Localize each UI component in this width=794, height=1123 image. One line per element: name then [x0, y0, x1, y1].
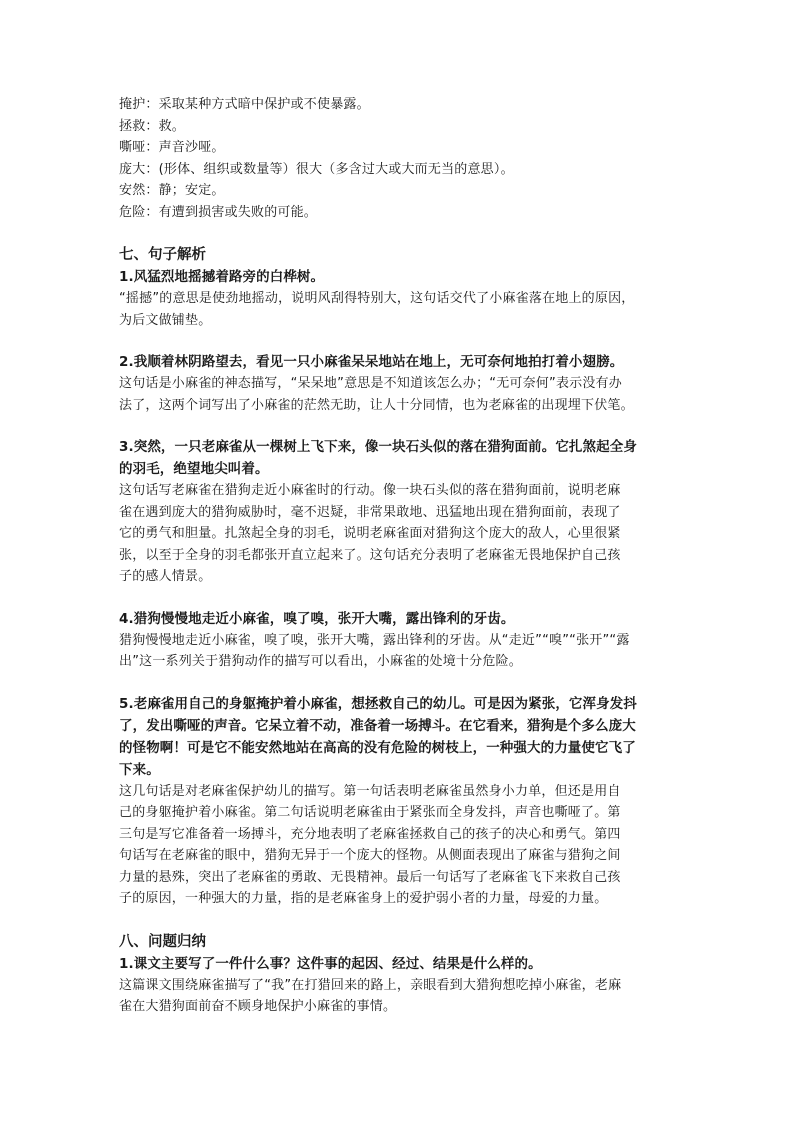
analysis-line: 这句话是小麻雀的神态描写，“呆呆地”意思是不知道该怎么办；“无可奈何”表示没有办	[119, 376, 622, 391]
analysis-line: 己的身躯掩护着小麻雀。第二句话说明老麻雀由于紧张而全身发抖，声音也嘶哑了。第	[119, 805, 621, 820]
definitions-list	[119, 94, 679, 223]
analysis-line: 它的勇气和胆量。扎煞起全身的羽毛，说明老麻雀面对猎狗这个庞大的敌人，心里很紧	[119, 526, 621, 541]
analysis-line: 雀在遇到庞大的猎狗威胁时，毫不迟疑，非常果敢地、迅猛地出现在猎狗面前，表现了	[119, 504, 621, 520]
analysis-line: 为后文做铺垫。	[119, 312, 212, 328]
analysis-item	[119, 608, 679, 673]
analysis-paragraph	[119, 288, 679, 331]
analysis-line: 法了，这两个词写出了小麻雀的茫然无助，让人十分同情，也为老麻雀的出现埋下伏笔。	[119, 397, 634, 413]
analysis-paragraph	[119, 630, 679, 673]
question-sentence: 的怪物啊！可是它不能安然地站在高高的没有危险的树枝上，一种强大的力量使它飞了	[119, 739, 636, 756]
question-sentence: 下来。	[119, 761, 160, 778]
definition-item: 危险：有遭到损害或失败的可能。	[119, 204, 318, 220]
answer-line: 这篇课文围绕麻雀描写了“我”在打猎回来的路上，亲眼看到大猎狗想吃掉小麻雀，老麻	[119, 977, 622, 993]
section-heading: 七、句子解析	[119, 247, 206, 263]
analysis-item	[119, 436, 679, 588]
definition-item: 嘶哑：声音沙哑。	[119, 140, 225, 155]
analysis-item	[119, 266, 679, 331]
analysis-line: 句话写在老麻雀的眼中，猎狗无异于一个庞大的怪物。从侧面表现出了麻雀与猎狗之间	[119, 848, 621, 863]
analysis-item	[119, 351, 679, 416]
question-sentence: 2.我顺着林阴路望去，看见一只小麻雀呆呆地站在地上，无可奈何地拍打着小翅膀。	[119, 354, 624, 370]
definition-item: 安然：静；安定。	[119, 183, 225, 198]
question-sentence: 5.老麻雀用自己的身躯掩护着小麻雀，想拯救自己的幼儿。可是因为紧张，它浑身发抖	[119, 695, 637, 712]
section-heading: 八、问题归纳	[119, 933, 206, 950]
analysis-line: 出”这一系列关于猎狗动作的描写可以看出，小麻雀的处境十分危险。	[119, 654, 522, 669]
definition-item: 庞大：(形体、组织或数量等）很大（多含过大或大而无当的意思）。	[119, 161, 514, 177]
definition-item: 掩护：采取某种方式暗中保护或不使暴露。	[119, 97, 370, 112]
answer-line: 雀在大猎狗面前奋不顾身地保护小麻雀的事情。	[119, 999, 397, 1014]
analysis-paragraph	[119, 480, 679, 588]
analysis-line: 子的感人情景。	[119, 569, 212, 584]
question-sentence: 1.课文主要写了一件什么事？这件事的起因、经过、结果是什么样的。	[119, 955, 542, 972]
analysis-line: 猎狗慢慢地走近小麻雀，嗅了嗅，张开大嘴，露出锋利的牙齿。从“走近”“嗅”“张开”“露	[119, 632, 630, 648]
analysis-line: 三句是写它准备着一场搏斗，充分地表明了老麻雀拯救自己的孩子的决心和勇气。第四	[119, 826, 621, 842]
question-item	[119, 953, 679, 1018]
analysis-line: 张，以至于全身的羽毛都张开直立起来了。这句话充分表明了老麻雀无畏地保护自己孩	[119, 547, 621, 563]
definition-item: 拯救：救。	[119, 118, 186, 134]
analysis-line: “摇撼”的意思是使劲地摇动，说明风刮得特别大，这句话交代了小麻雀落在地上的原因，	[119, 291, 635, 306]
document-page	[119, 94, 679, 1018]
analysis-line: 这句话写老麻雀在猎狗走近小麻雀时的行动。像一块石头似的落在猎狗面前，说明老麻	[119, 483, 621, 498]
question-sentence: 的羽毛，绝望地尖叫着。	[119, 461, 269, 477]
analysis-line: 力量的悬殊，突出了老麻雀的勇敢、无畏精神。最后一句话写了老麻雀飞下来救自己孩	[119, 869, 621, 885]
analysis-paragraph	[119, 373, 679, 416]
answer-paragraph	[119, 975, 679, 1018]
question-sentence: 1.风猛烈地摇撼着路旁的白桦树。	[119, 269, 325, 285]
analysis-paragraph	[119, 781, 679, 910]
question-sentence: 了，发出嘶哑的声音。它呆立着不动，准备着一场搏斗。在它看来，猎狗是个多么庞大	[119, 717, 636, 734]
question-sentence: 3.突然，一只老麻雀从一棵树上飞下来，像一块石头似的落在猎狗面前。它扎煞起全身	[119, 439, 637, 455]
analysis-line: 子的原因，一种强大的力量，指的是老麻雀身上的爱护弱小者的力量，母爱的力量。	[119, 891, 608, 906]
analysis-item	[119, 693, 679, 910]
analysis-line: 这几句话是对老麻雀保护幼儿的描写。第一句话表明老麻雀虽然身小力单，但还是用自	[119, 783, 621, 799]
question-sentence: 4.猎狗慢慢地走近小麻雀，嗅了嗅，张开大嘴，露出锋利的牙齿。	[119, 610, 515, 627]
